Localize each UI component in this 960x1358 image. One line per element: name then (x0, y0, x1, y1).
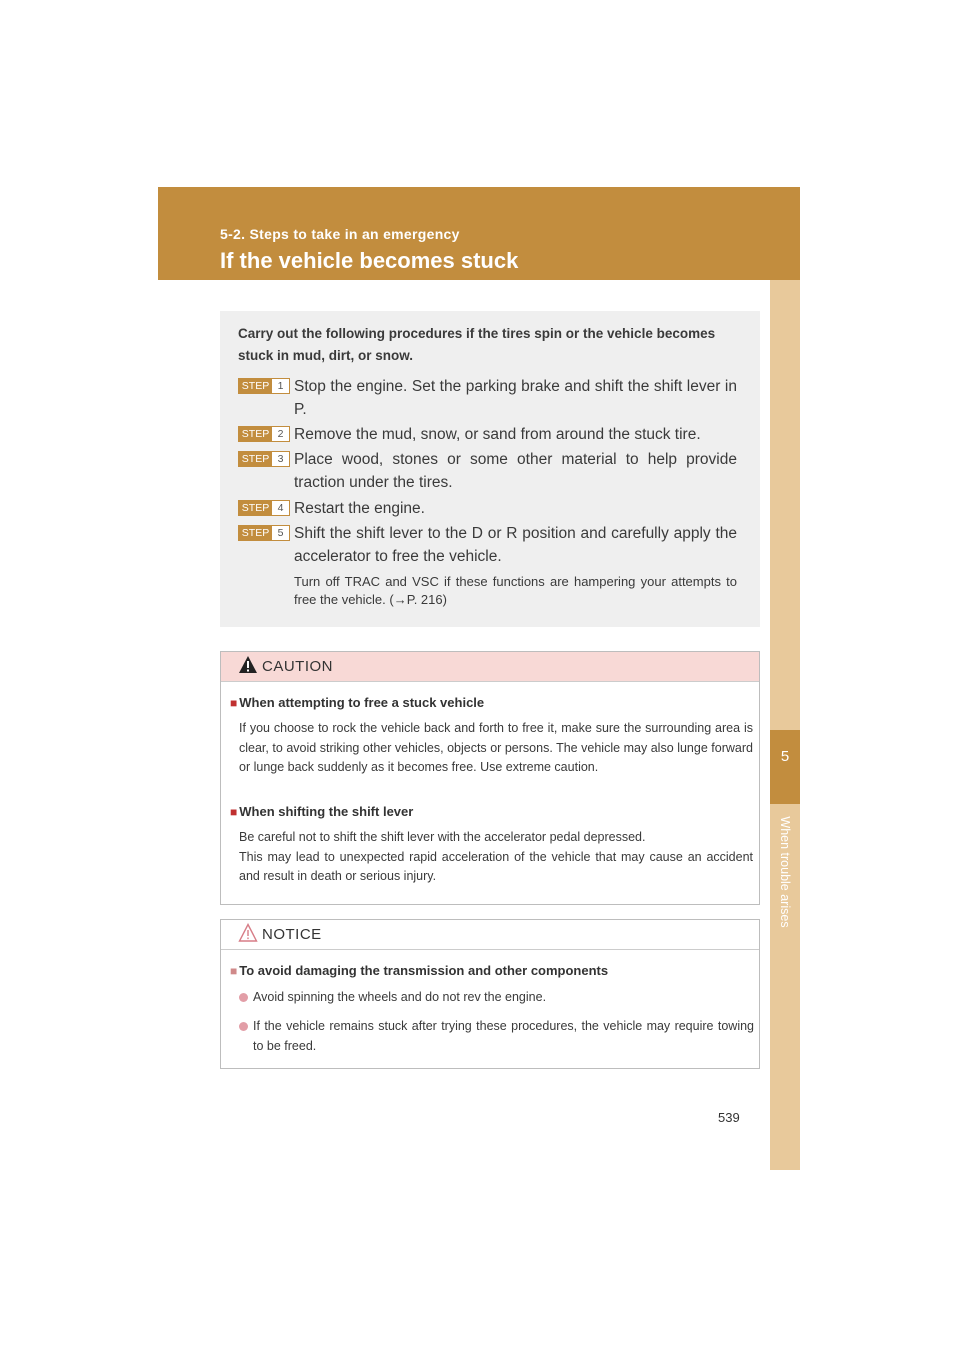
section-label: 5-2. Steps to take in an emergency (220, 226, 460, 242)
bullet-dot-icon (239, 993, 248, 1002)
step-number: 2 (272, 427, 289, 441)
square-bullet-icon: ■ (230, 805, 238, 819)
caution-item-body (239, 828, 753, 887)
step-note: Turn off TRAC and VSC if these functions are hampering your attempts to free the vehicle. (→P. 216) (294, 574, 737, 607)
step-number: 3 (272, 452, 289, 466)
step-word: STEP (239, 501, 272, 515)
chapter-number: 5 (780, 748, 790, 765)
square-bullet-icon: ■ (230, 964, 238, 978)
procedure-intro: Carry out the following procedures if the tires spin or the vehicle becomes stuck in mud, dirt, or snow. (238, 326, 716, 363)
bullet-dot-icon (239, 1022, 248, 1031)
chapter-name: When trouble arises (778, 816, 792, 928)
notice-item-title: ■ To avoid damaging the transmission and other components (230, 963, 609, 978)
notice-header (221, 920, 759, 950)
step-text: Stop the engine. Set the parking brake and shift the shift lever in P. (294, 378, 737, 418)
notice-label: NOTICE (262, 926, 322, 943)
page-title: If the vehicle becomes stuck (220, 248, 519, 273)
step-word: STEP (239, 526, 272, 540)
notice-box (220, 919, 760, 1069)
notice-bullet: Avoid spinning the wheels and do not rev the engine. (239, 988, 754, 1008)
caution-body-line: Be careful not to shift the shift lever with the accelerator pedal depressed. (239, 830, 646, 844)
step-badge (238, 451, 290, 467)
warning-triangle-outline-icon (238, 923, 258, 948)
caution-item-body: If you choose to rock the vehicle back and forth to free it, make sure the surrounding area is clear, to avoid striking other vehicles, objects or persons. The vehicle may also lunge forward or lunge back suddenly as it becomes free. Use extreme caution. (239, 721, 753, 774)
step-word: STEP (239, 427, 272, 441)
warning-triangle-icon (238, 655, 258, 680)
step-text: Place wood, stones or some other material to help provide traction under the tires. (294, 451, 737, 491)
caution-body-line: This may lead to unexpected rapid acceleration of the vehicle that may cause an accident and result in death or serious injury. (239, 849, 753, 883)
caution-item-title: ■ When attempting to free a stuck vehicle (230, 695, 485, 710)
step-text: Remove the mud, snow, or sand from around the stuck tire. (294, 426, 701, 443)
caution-box (220, 651, 760, 905)
step-number: 5 (272, 526, 289, 540)
caution-header (221, 652, 759, 682)
chapter-tab[interactable] (770, 730, 800, 804)
step-number: 1 (272, 379, 289, 393)
notice-bullet: If the vehicle remains stuck after trying these procedures, the vehicle may require towing to be freed. (239, 1017, 754, 1056)
step-text: Restart the engine. (294, 500, 425, 517)
step-word: STEP (239, 379, 272, 393)
step-badge (238, 426, 290, 442)
step-badge (238, 500, 290, 516)
square-bullet-icon: ■ (230, 696, 238, 710)
step-word: STEP (239, 452, 272, 466)
step-text: Shift the shift lever to the D or R position and carefully apply the accelerator to free the vehicle. (294, 525, 737, 565)
chapter-side-strip (770, 280, 800, 1170)
procedure-box (220, 311, 760, 627)
step-badge (238, 378, 290, 394)
header-band (158, 187, 800, 280)
step-number: 4 (272, 501, 289, 515)
page-number: 539 (718, 1110, 740, 1125)
step-badge (238, 525, 290, 541)
caution-item-title: ■ When shifting the shift lever (230, 804, 414, 819)
caution-label: CAUTION (262, 658, 333, 675)
